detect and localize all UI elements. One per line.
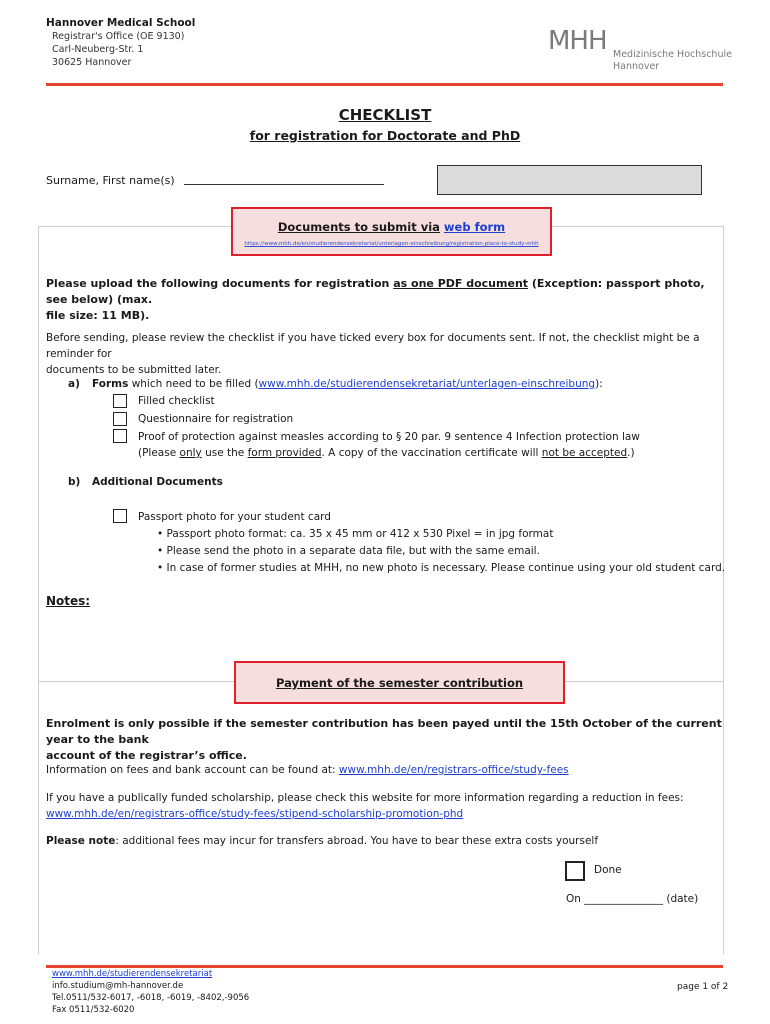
scholarship-link[interactable]: www.mhh.de/en/registrars-office/study-fees/stipend-scholarship-promotion-phd (46, 808, 464, 820)
header-address-line: 30625 Hannover (52, 57, 132, 68)
header-address-line: Registrar's Office (OE 9130) (52, 31, 185, 42)
checkbox-filled-checklist[interactable] (113, 394, 127, 408)
photo-bullet-text: In case of former studies at MHH, no new photo is necessary. Please continue using your old student card. (166, 562, 726, 574)
web-form-url[interactable]: https://www.mhh.de/en/studierendensekretariat/unterlagen-einschreibung/registration-place-to-study-mhh (244, 241, 539, 247)
payment-banner (234, 661, 565, 704)
web-form-banner (231, 207, 552, 256)
name-label: Surname, First name(s) (46, 174, 175, 187)
notes-heading: Notes: (46, 594, 91, 608)
scholarship-text: If you have a publically funded scholarship, please check this website for more information regarding a reduction in fees: (46, 792, 684, 804)
measles-text: (Please (138, 447, 177, 459)
note-text: : additional fees may incur for transfers abroad. You have to bear these extra costs yourself (115, 835, 599, 847)
fees-link[interactable]: www.mhh.de/en/registrars-office/study-fees (338, 764, 569, 776)
form-item-label: Proof of protection against measles according to § 20 par. 9 sentence 4 Infection protection law (138, 431, 640, 443)
measles-emphasis: form provided (247, 447, 322, 459)
checkbox-done[interactable] (565, 861, 585, 881)
on-label: On (566, 893, 581, 905)
measles-emphasis: not be accepted (541, 447, 628, 459)
upload-text: Please upload the following documents for registration (46, 277, 390, 290)
forms-label: Forms (92, 378, 129, 390)
done-label: Done (594, 864, 622, 876)
footer-link[interactable] (52, 969, 212, 980)
measles-text: .) (627, 447, 635, 459)
logo-text-line: Medizinische Hochschule (613, 49, 732, 60)
measles-text: . A copy of the vaccination certificate will (321, 447, 539, 459)
checkbox-passport-photo[interactable] (113, 509, 127, 523)
header-address-line: Carl-Neuberg-Str. 1 (52, 44, 144, 55)
fees-info (46, 762, 726, 778)
logo-text-line: Hannover (613, 61, 660, 72)
additional-docs-heading: Additional Documents (92, 476, 223, 488)
name-input-line[interactable] (184, 184, 384, 185)
enrolment-text: Enrolment is only possible if the semester contribution has been payed until the 15th October of the current year to the bank (46, 717, 722, 746)
header-org: Hannover Medical School (46, 17, 196, 29)
logo-text (613, 49, 732, 73)
header-rule (46, 83, 723, 86)
photo-bullet: • Please send the photo in a separate data file, but with the same email. (157, 545, 540, 557)
payment-banner-label: Payment of the semester contribution (275, 676, 524, 690)
review-text: documents to be submitted later. (46, 364, 222, 376)
banner-label: Documents to submit via (277, 220, 440, 234)
fees-text: Information on fees and bank account can be found at: (46, 764, 336, 776)
footer-link-text[interactable]: www.mhh.de/studierendensekretariat (52, 969, 213, 979)
measles-note (138, 447, 635, 459)
transfer-note (46, 833, 726, 849)
footer-fax: Fax 0511/532-6020 (52, 1005, 135, 1015)
date-field[interactable] (566, 893, 698, 905)
page-number: page 1 of 2 (677, 982, 729, 992)
review-note (46, 330, 726, 378)
item-marker-b: b) (68, 476, 81, 488)
office-use-box (437, 165, 702, 195)
item-marker-a: a) (68, 378, 80, 390)
checkbox-measles-proof[interactable] (113, 429, 127, 443)
photo-bullet-text: Passport photo format: ca. 35 x 45 mm or 412 x 530 Pixel = in jpg format (166, 528, 554, 540)
web-form-link[interactable]: web form (443, 220, 506, 234)
checkbox-questionnaire[interactable] (113, 412, 127, 426)
enrolment-text: account of the registrar’s office. (46, 749, 247, 762)
photo-bullet-text: Please send the photo in a separate data file, but with the same email. (166, 545, 540, 557)
forms-heading (92, 378, 603, 390)
upload-text: (Exception: passport photo, see below) (max. (46, 277, 705, 306)
date-label: (date) (666, 893, 699, 905)
forms-text: ): (595, 378, 603, 390)
photo-bullet: • In case of former studies at MHH, no new photo is necessary. Please continue using your old student card. (157, 562, 726, 574)
form-item-label: Questionnaire for registration (138, 413, 294, 425)
upload-pdf-emphasis: as one PDF document (393, 277, 529, 290)
upload-instructions (46, 276, 726, 324)
forms-link[interactable]: www.mhh.de/studierendensekretariat/unterlagen-einschreibung (258, 378, 596, 390)
photo-bullet: • Passport photo format: ca. 35 x 45 mm or 412 x 530 Pixel = in jpg format (157, 528, 554, 540)
note-label: Please note (46, 835, 116, 847)
footer-tel: Tel.0511/532-6017, -6018, -6019, -8402,-9056 (52, 993, 250, 1003)
mhh-logo: MHH (548, 26, 607, 56)
scholarship-info (46, 790, 726, 822)
review-text: Before sending, please review the checklist if you have ticked every box for documents sent. If not, the checklist might be a reminder for (46, 332, 700, 360)
upload-text: file size: 11 MB). (46, 309, 150, 322)
forms-text: which need to be filled ( (131, 378, 259, 390)
enrolment-note (46, 716, 726, 764)
footer-rule (46, 965, 723, 968)
footer-email: info.studium@mh-hannover.de (52, 981, 184, 991)
form-item-label: Filled checklist (138, 395, 215, 407)
date-line[interactable]: _______________ (584, 893, 664, 905)
measles-emphasis: only (179, 447, 202, 459)
measles-text: use the (205, 447, 245, 459)
photo-label: Passport photo for your student card (138, 511, 331, 523)
page-title: CHECKLIST (338, 106, 432, 124)
page-subtitle: for registration for Doctorate and PhD (249, 128, 521, 143)
